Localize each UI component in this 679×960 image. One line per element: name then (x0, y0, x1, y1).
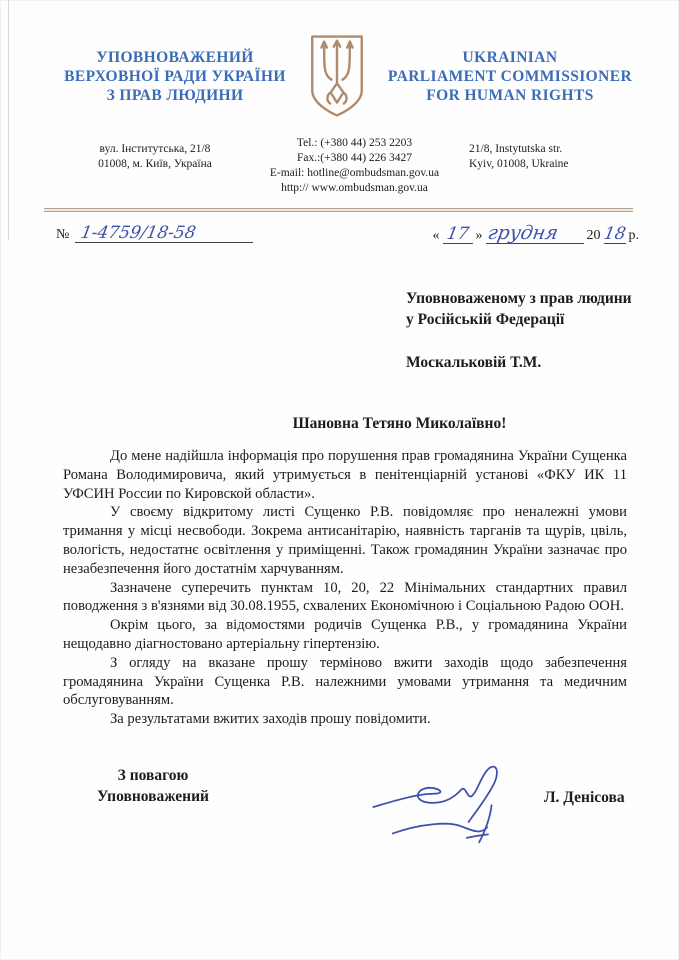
letterhead (0, 0, 679, 120)
salutation: Шановна Тетяно Миколаївно! (292, 415, 507, 432)
reference-and-date-row (0, 212, 679, 244)
title-en-line1: UKRAINIAN (462, 48, 558, 66)
scan-edge-artifact (8, 0, 9, 240)
signature-block (88, 765, 639, 860)
handwritten-day: 17 (444, 224, 471, 244)
contact-block (0, 120, 679, 196)
title-en-line3: FOR HUMAN RIGHTS (426, 86, 594, 104)
title-ua-line1: УПОВНОВАЖЕНИЙ (96, 48, 254, 66)
website-line: http:// www.ombudsman.gov.ua (281, 182, 428, 194)
recipient-line1: Уповноваженому з прав людини (406, 290, 632, 307)
reference-number-label: № (56, 227, 70, 242)
date-day-field (443, 225, 473, 244)
closing-line1: З повагою (117, 766, 189, 784)
paragraph-1: До мене надійшла інформація про порушення прав громадянина України Сущенка Романа Володимировича, який утримується в пенітенціарній установі «ФКУ ИК 11 УФСИН России по Кировской области». (63, 448, 627, 502)
closing-formula (88, 765, 218, 807)
paragraph-3: Зазначене суперечить пунктам 10, 20, 22 Мінімальних стандартних правил поводження з в'язнями від 30.08.1955, схвалених Економічною і Соціальною Радою ООН. (63, 579, 627, 615)
address-en-line2: Kyiv, 01008, Ukraine (469, 158, 569, 170)
date-line (433, 224, 640, 244)
address-english (469, 136, 619, 196)
title-en-line2: PARLIAMENT COMMISSIONER (387, 67, 633, 85)
paragraph-4: Окрім цього, за відомостями родичів Сущенка Р.В., у громадянина України нещодавно діагностовано артеріальну гіпертензію. (63, 617, 627, 652)
email-line: E-mail: hotline@ombudsman.gov.ua (269, 167, 440, 179)
title-ua-line3: З ПРАВ ЛЮДИНИ (106, 86, 244, 104)
reference-number-line (56, 224, 253, 243)
date-year-prefix: 20 (586, 228, 601, 243)
date-year-field (601, 224, 628, 244)
address-ua-line1: вул. Інститутська, 21/8 (99, 143, 211, 155)
handwritten-reference-number: 1-4759/18-58 (79, 223, 198, 243)
paragraph-5: З огляду на вказане прошу терміново вжити заходів щодо забезпечення громадянина України Сущенка Р.В. належними умовами утримання та медичним обслуговуванням. (63, 654, 627, 709)
date-month-field (486, 224, 584, 244)
recipient-line2: у Російській Федерації (406, 311, 565, 328)
handwritten-year: 18 (601, 224, 628, 244)
handwritten-month: грудня (485, 222, 560, 244)
contact-details (247, 136, 462, 196)
ukraine-trident-emblem-icon (301, 32, 373, 120)
letterhead-title-ukrainian (56, 48, 294, 105)
closing-line2: Уповноважений (97, 787, 209, 805)
address-en-line1: 21/8, Instytutska str. (469, 143, 563, 155)
title-ua-line2: ВЕРХОВНОЇ РАДИ УКРАЇНИ (64, 67, 286, 85)
recipient-block (406, 288, 679, 373)
date-open-quote: « (432, 228, 440, 243)
date-year-suffix: р. (628, 228, 639, 243)
paragraph-6: За результатами вжитих заходів прошу повідомити. (110, 711, 431, 728)
letter-body (63, 447, 627, 729)
letterhead-title-english (379, 48, 641, 105)
phone-line: Tel.: (+380 44) 253 2203 (296, 137, 413, 149)
signatory-name: Л. Денісова (544, 788, 625, 806)
recipient-name: Москальковій Т.М. (406, 354, 542, 371)
address-ukrainian (70, 136, 240, 196)
handwritten-signature-icon (368, 759, 518, 860)
paragraph-2: У своєму відкритому листі Сущенко Р.В. повідомляє про неналежні умови тримання у місці несвободи. Зокрема антисанітарію, наявність тарганів та щурів, цвіль, вологість, недостатнє освітлення у приміщенні. Також громадянин України зазначає про незабезпечення його достатнім харчуванням. (63, 504, 627, 577)
fax-line: Fax.:(+380 44) 226 3427 (296, 152, 413, 164)
date-close-quote: » (475, 228, 483, 243)
reference-number-field (75, 224, 253, 243)
address-ua-line2: 01008, м. Київ, Україна (98, 158, 212, 170)
